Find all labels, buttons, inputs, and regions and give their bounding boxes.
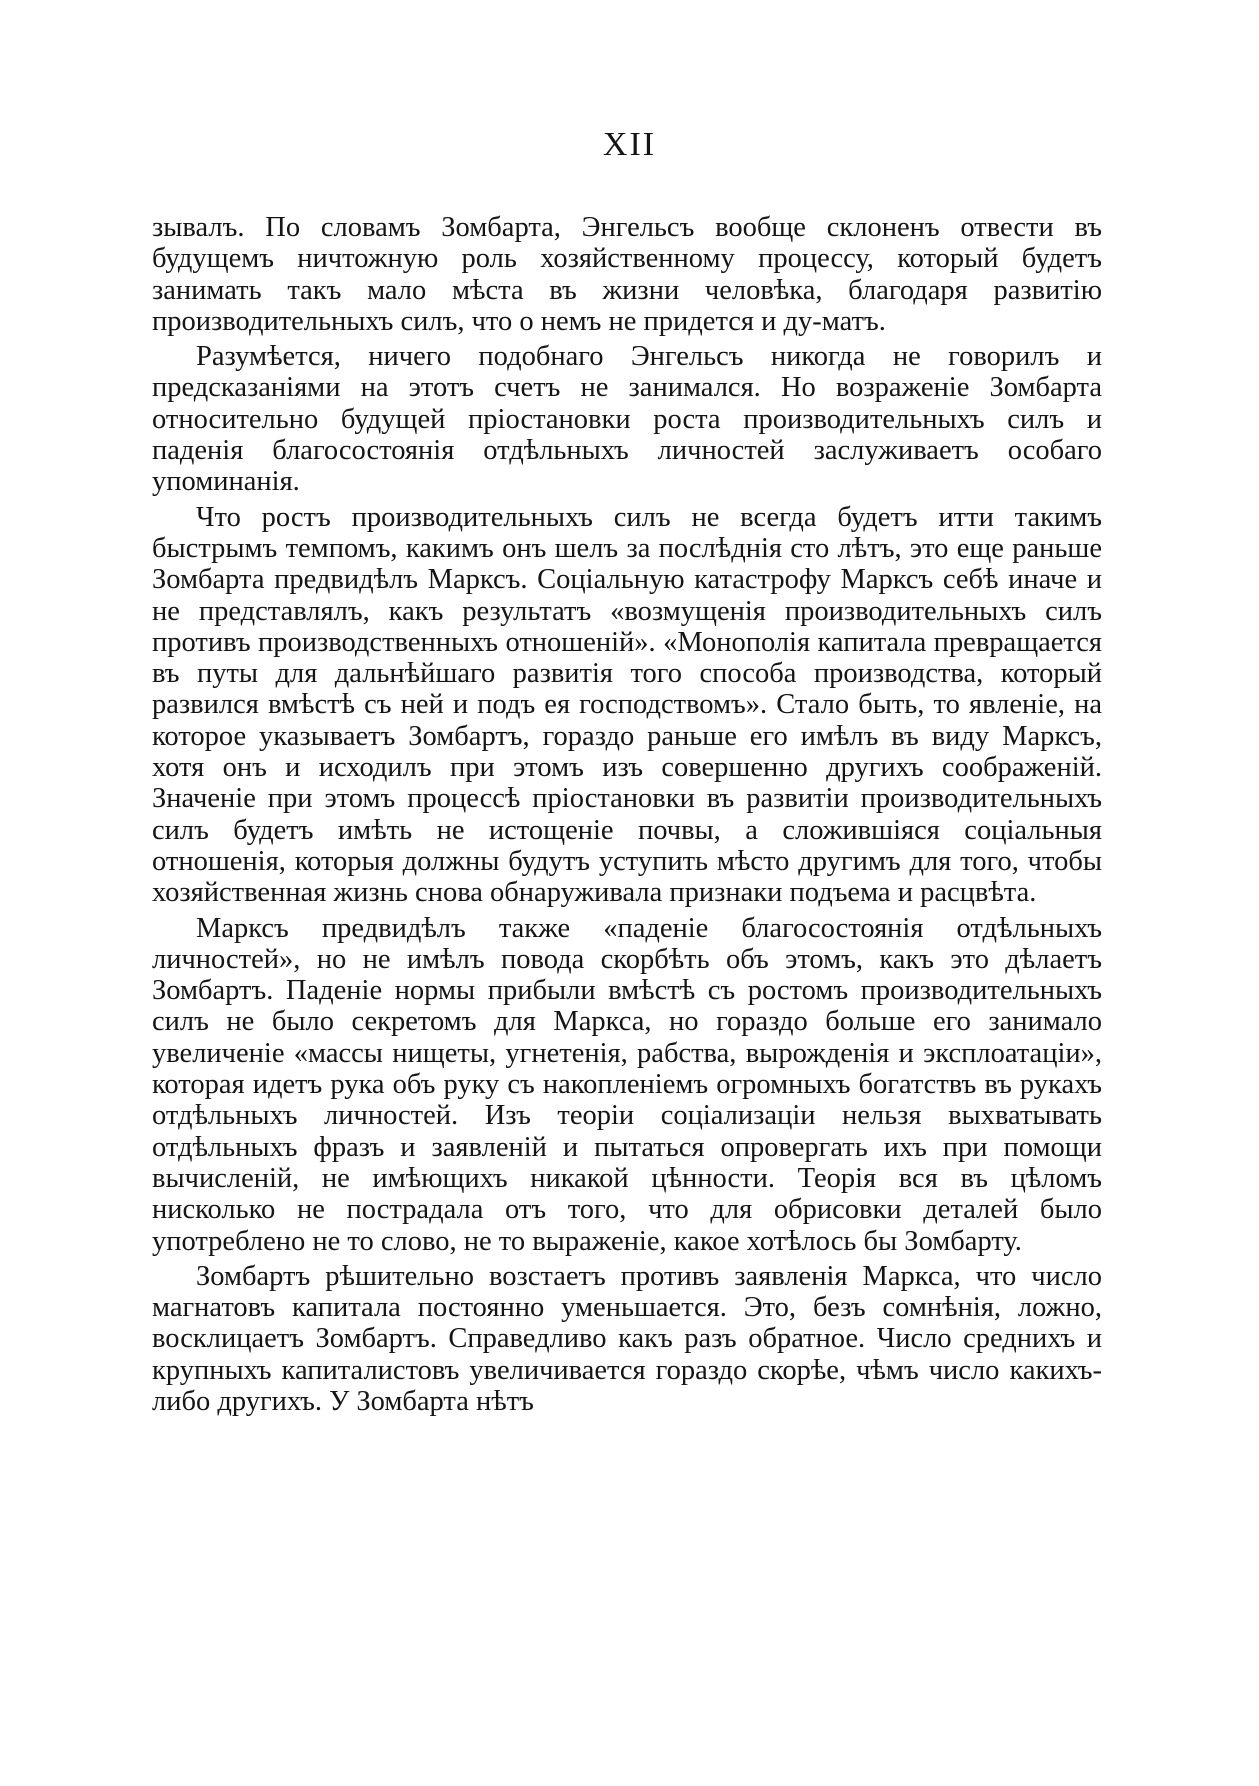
paragraph-2: Разумѣется, ничего подобнаго Энгельсъ никогда не говорилъ и предсказаніями на этотъ счетъ не занимался. Но возраженіе Зомбарта относительно будущей пріостановки роста производительныхъ силъ и паденія благосостоянія отдѣльныхъ личностей заслуживаетъ особаго упоминанія. [152, 341, 1102, 498]
paragraph-3: Что ростъ производительныхъ силъ не всегда будетъ итти такимъ быстрымъ темпомъ, какимъ онъ шелъ за послѣднія сто лѣтъ, это еще раньше Зомбарта предвидѣлъ Марксъ. Соціальную катастрофу Марксъ себѣ иначе и не представлялъ, какъ результатъ «возмущенія производительныхъ силъ противъ производственныхъ отношеній». «Монополія капитала превращается въ путы для дальнѣйшаго развитія того способа производства, который развился вмѣстѣ съ ней и подъ ея господствомъ». Стало быть, то явленіе, на которое указываетъ Зомбартъ, гораздо раньше его имѣлъ въ виду Марксъ, хотя онъ и исходилъ при этомъ изъ совершенно другихъ соображеній. Значеніе при этомъ процессѣ пріостановки въ развитіи производительныхъ силъ будетъ имѣть не истощеніе почвы, а сложившіяся соціальныя отношенія, которыя должны будутъ уступить мѣсто другимъ для того, чтобы хозяйственная жизнь снова обнаруживала признаки подъема и расцвѣта. [152, 501, 1102, 909]
paragraph-1: зывалъ. По словамъ Зомбарта, Энгельсъ вообще склоненъ отвести въ будущемъ ничтожную роль хозяйственному процессу, который будетъ занимать такъ мало мѣста въ жизни человѣка, благодаря развитію производительныхъ силъ, что о немъ не придется и ду-матъ. [152, 212, 1102, 337]
page-number: XII [602, 126, 657, 163]
paragraph-5: Зомбартъ рѣшительно возстаетъ противъ заявленія Маркса, что число магнатовъ капитала постоянно уменьшается. Это, безъ сомнѣнія, ложно, восклицаетъ Зомбартъ. Справедливо какъ разъ обратное. Число среднихъ и крупныхъ капиталистовъ увеличивается гораздо скорѣе, чѣмъ число какихъ-либо другихъ. У Зомбарта нѣтъ [152, 1260, 1102, 1417]
paragraph-4: Марксъ предвидѣлъ также «паденіе благосостоянія отдѣльныхъ личностей», но не имѣлъ повода скорбѣть объ этомъ, какъ это дѣлаетъ Зомбартъ. Паденіе нормы прибыли вмѣстѣ съ ростомъ производительныхъ силъ не было секретомъ для Маркса, но гораздо больше его занимало увеличеніе «массы нищеты, угнетенія, рабства, вырожденія и эксплоатаціи», которая идетъ рука объ руку съ накопленіемъ огромныхъ богатствъ въ рукахъ отдѣльныхъ личностей. Изъ теоріи соціализаціи нельзя выхватывать отдѣльныхъ фразъ и заявленій и пытаться опровергать ихъ при помощи вычисленій, не имѣющихъ никакой цѣнности. Теорія вся въ цѣломъ нисколько не пострадала отъ того, что для обрисовки деталей было употреблено не то слово, не то выраженіе, какое хотѣлось бы Зомбарту. [152, 912, 1102, 1257]
body-text [152, 212, 1102, 1421]
